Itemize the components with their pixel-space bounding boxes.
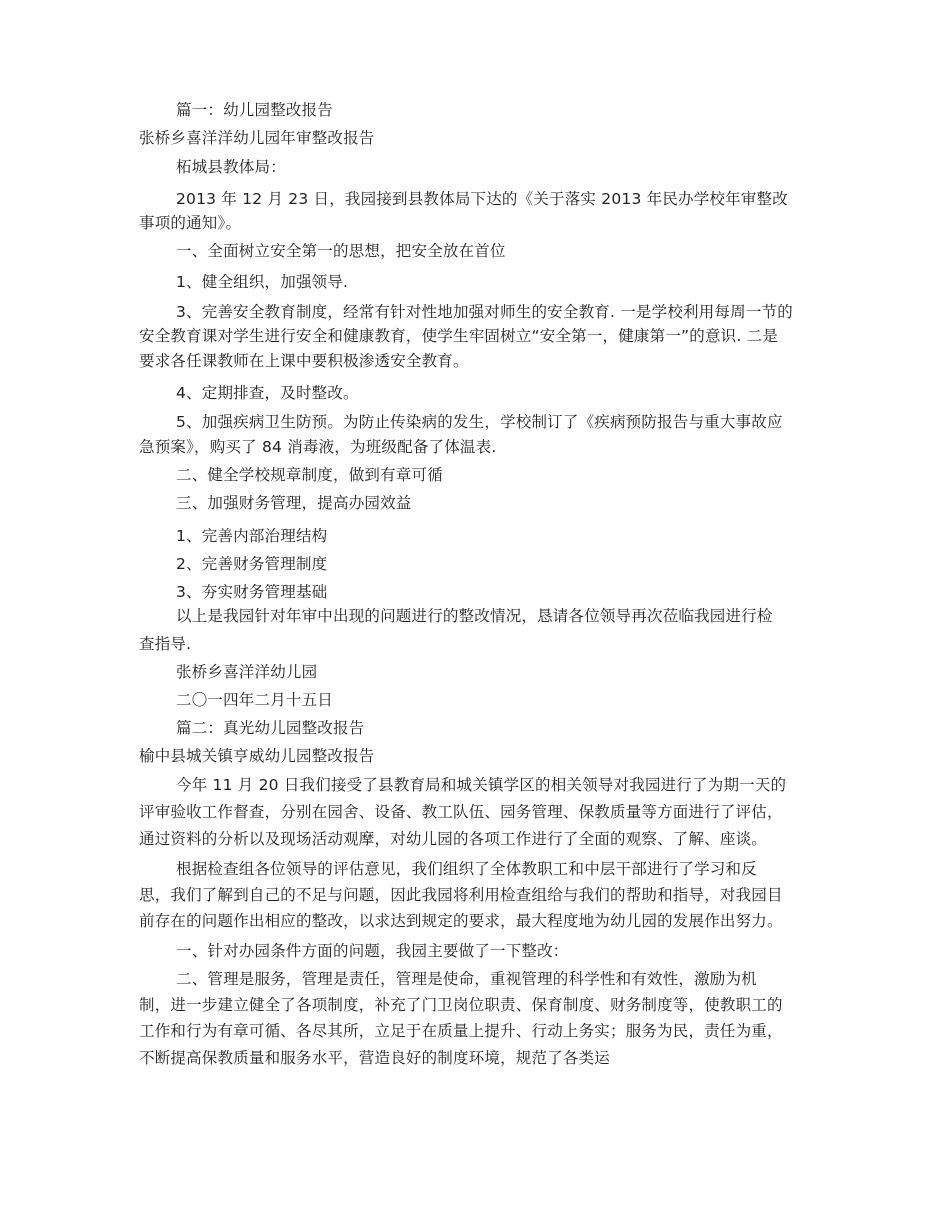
paragraph-line: 安全教育课对学生进行安全和健康教育，使学生牢固树立“安全第一，健康第一”的意识. 二是	[139, 327, 779, 345]
paragraph-line: 要求各任课教师在上课中要积极渗透安全教育。	[139, 352, 469, 370]
signature-date: 二〇一四年二月十五日	[176, 691, 334, 709]
signature-name: 张桥乡喜洋洋幼儿园	[176, 663, 318, 681]
paragraph-line: 二、管理是服务，管理是责任，管理是使命，重视管理的科学性和有效性，激励为机	[176, 970, 757, 988]
paragraph-line: 事项的通知》。	[139, 214, 242, 232]
paragraph-line: 5、加强疾病卫生防预。为防止传染病的发生，学校制订了《疾病预防报告与重大事故应	[176, 413, 783, 431]
report-title: 榆中县城关镇亨威幼儿园整改报告	[139, 747, 375, 765]
paragraph-line: 急预案》，购买了 84 消毒液，为班级配备了体温表.	[139, 438, 497, 456]
paragraph-line: 2、完善财务管理制度	[176, 555, 328, 573]
paragraph-line: 以上是我园针对年审中出现的问题进行的整改情况，恳请各位领导再次莅临我园进行检	[176, 607, 773, 625]
paragraph-line: 3、完善安全教育制度，经常有针对性地加强对师生的安全教育. 一是学校利用每周一节的	[176, 303, 793, 321]
paragraph-line: 思，我们了解到自己的不足与问题，因此我园将利用检查组给与我们的帮助和指导，对我园目	[139, 886, 783, 904]
paragraph-line: 三、加强财务管理，提高办园效益	[176, 494, 412, 512]
section-heading: 篇二：真光幼儿园整改报告	[176, 719, 365, 737]
paragraph-line: 前存在的问题作出相应的整改，以求达到规定的要求，最大程度地为幼儿园的发展作出努力。	[139, 912, 783, 930]
report-title: 张桥乡喜洋洋幼儿园年审整改报告	[139, 129, 375, 147]
paragraph-line: 2013 年 12 月 23 日，我园接到县教体局下达的《关于落实 2013 年民办学校年审整改	[176, 190, 788, 208]
paragraph-line: 一、针对办园条件方面的问题，我园主要做了一下整改：	[176, 942, 569, 960]
paragraph-line: 一、全面树立安全第一的思想，把安全放在首位	[176, 242, 506, 260]
paragraph-line: 二、健全学校规章制度，做到有章可循	[176, 466, 443, 484]
paragraph-line: 根据检查组各位领导的评估意见，我们组织了全体教职工和中层干部进行了学习和反	[176, 860, 757, 878]
paragraph-line: 今年 11 月 20 日我们接受了县教育局和城关镇学区的相关领导对我园进行了为期一天的	[176, 776, 787, 794]
paragraph-line: 通过资料的分析以及现场活动观摩，对幼儿园的各项工作进行了全面的观察、了解、座谈。	[139, 830, 768, 848]
paragraph-line: 3、夯实财务管理基础	[176, 583, 328, 601]
paragraph-line: 不断提高保教质量和服务水平，营造良好的制度环境，规范了各类运	[139, 1049, 611, 1067]
addressee: 柘城县教体局：	[176, 158, 286, 176]
paragraph-line: 查指导.	[139, 635, 192, 653]
paragraph-line: 1、健全组织，加强领导.	[176, 273, 349, 291]
section-heading: 篇一：幼儿园整改报告	[176, 101, 334, 119]
paragraph-line: 评审验收工作督查，分别在园舍、设备、教工队伍、园务管理、保教质量等方面进行了评估，	[139, 803, 783, 821]
paragraph-line: 制，进一步建立健全了各项制度，补充了门卫岗位职责、保育制度、财务制度等，使教职工的	[139, 996, 783, 1014]
paragraph-line: 4、定期排查，及时整改。	[176, 384, 359, 402]
paragraph-line: 1、完善内部治理结构	[176, 527, 328, 545]
paragraph-line: 工作和行为有章可循、各尽其所，立足于在质量上提升、行动上务实；服务为民，责任为重，	[139, 1022, 783, 1040]
